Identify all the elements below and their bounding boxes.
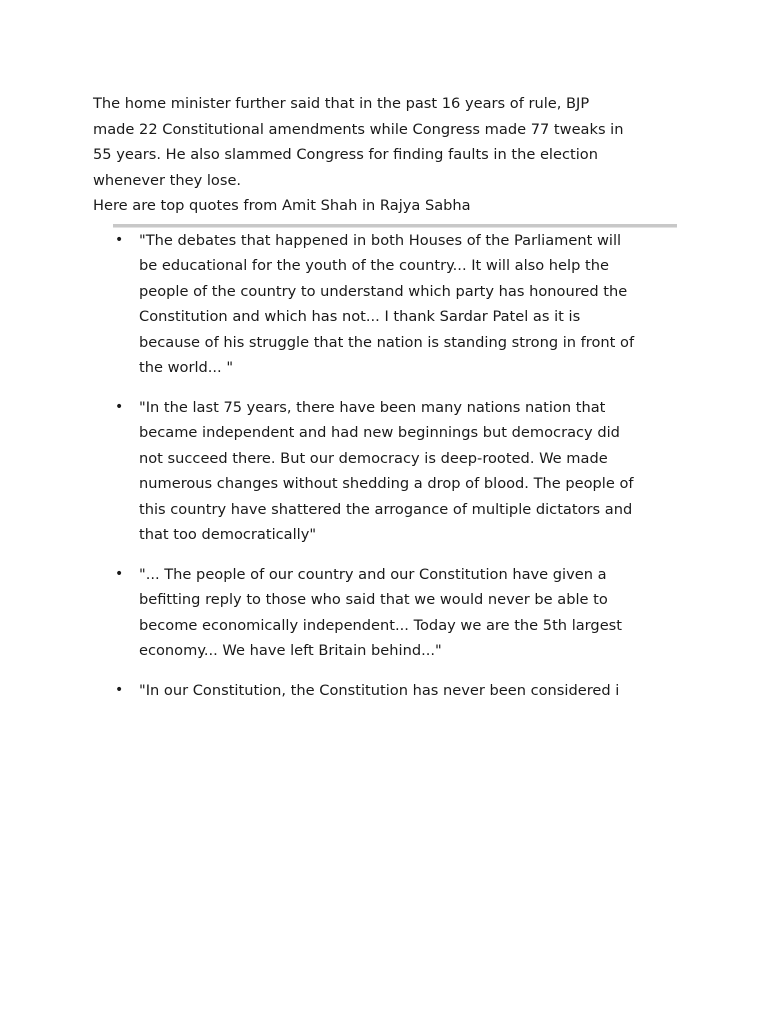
quote-text: "The debates that happened in both Houses of the Parliament will be educational for the youth of the country... It will also help the people of the country to understand which party has honoured the Constitution and which has not... I thank Sardar Patel as it is because of his struggle that the nation is standing strong in front of the world... " <box>139 231 635 376</box>
list-item <box>113 395 679 548</box>
bullet-icon: • <box>115 681 124 698</box>
list-item <box>113 562 679 664</box>
list-item <box>113 228 679 381</box>
bullet-icon: • <box>115 565 124 582</box>
list-item <box>113 678 679 704</box>
quote-text: "In our Constitution, the Constitution has never been considered i <box>139 681 620 699</box>
quote-text: "... The people of our country and our Constitution have given a befitting reply to those who said that we would never be able to become economically independent... Today we are the 5th largest economy... We have left Britain behind..." <box>139 565 622 659</box>
intro-paragraph: The home minister further said that in the past 16 years of rule, BJP made 22 Constitutional amendments while Congress made 77 tweaks in 55 years. He also slammed Congress for finding faults in the election whenever they lose. <box>93 95 624 189</box>
quote-text: "In the last 75 years, there have been many nations nation that became independent and had new beginnings but democracy did not succeed there. But our democracy is deep-rooted. We made numerous changes without shedding a drop of blood. The people of this country have shattered the arrogance of multiple dictators and that too democratically" <box>139 398 634 543</box>
quotes-list <box>93 228 693 704</box>
bullet-icon: • <box>115 398 124 415</box>
bullet-icon: • <box>115 231 124 248</box>
article-body <box>93 91 693 717</box>
quotes-heading: Here are top quotes from Amit Shah in Rajya Sabha <box>93 197 471 214</box>
